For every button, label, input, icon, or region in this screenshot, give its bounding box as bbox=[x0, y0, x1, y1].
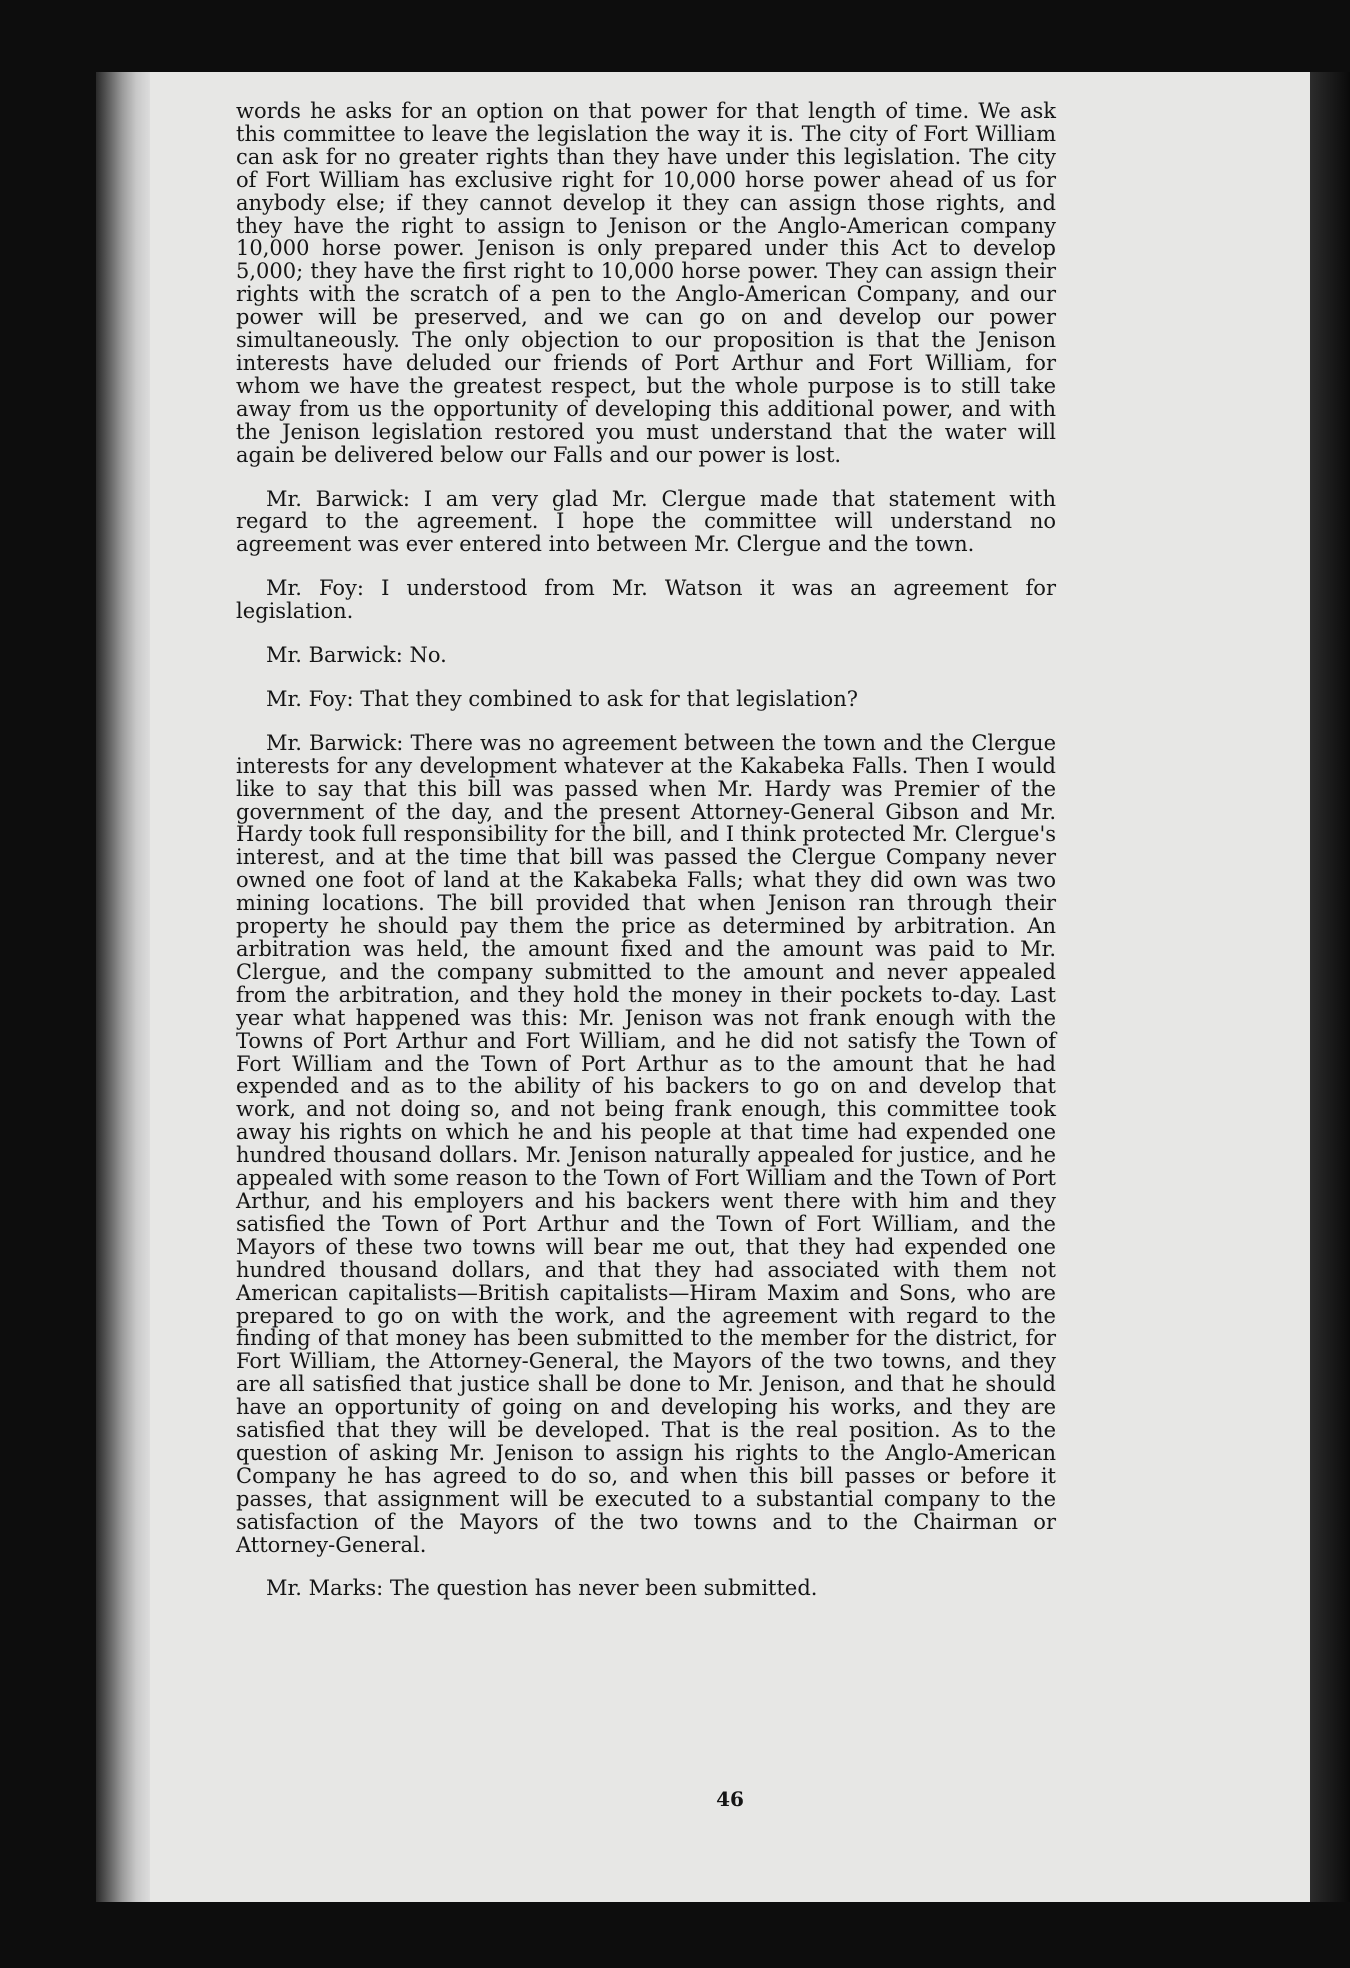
paragraph-marks-statement: Mr. Marks: The question has never been submitted. bbox=[266, 1576, 818, 1601]
paragraph-continued-speech: words he asks for an option on that power for that length of time. We ask this committee to leave the legislation the way it is. The city of Fort William can ask for no greater rights than they have under this legislation. The city of Fort William has exclusive right for 10,000 horse power ahead of us for anybody else; if they cannot develop it they can assign those rights, and they have the right to assign to Jenison or the Anglo-American company 10,000 horse power. Jenison is only prepared under this Act to develop 5,000; they have the first right to 10,000 horse power. They can assign their rights with the scratch of a pen to the Anglo-American Company, and our power will be preserved, and we can go on and develop our power simultaneously. The only objection to our proposition is that the Jenison interests have deluded our friends of Port Arthur and Fort William, for whom we have the greatest respect, but the whole purpose is to still take away from us the opportunity of developing this additional power, and with the Jenison legislation restored you must understand that the water will again be delivered below our Falls and our power is lost. bbox=[236, 99, 1056, 467]
paragraph-foy-statement: Mr. Foy: I understood from Mr. Watson it was an agreement for legislation. bbox=[236, 576, 1056, 624]
facing-page-edge bbox=[1310, 72, 1350, 1902]
page-text-block bbox=[236, 100, 1056, 1621]
paragraph-foy-question: Mr. Foy: That they combined to ask for that legislation? bbox=[266, 686, 858, 711]
paragraph-barwick-reply: Mr. Barwick: No. bbox=[266, 643, 447, 668]
paragraph-barwick-long-statement: Mr. Barwick: There was no agreement between the town and the Clergue interests for any development whatever at the Kakabeka Falls. Then I would like to say that this bill was passed when Mr. Hardy was Premier of the government of the day, and the present Attorney-General Gibson and Mr. Hardy took full responsibility for the bill, and I think protected Mr. Clergue's interest, and at the time that bill was passed the Clergue Company never owned one foot of land at the Kakabeka Falls; what they did own was two mining locations. The bill provided that when Jenison ran through their property he should pay them the price as determined by arbitration. An arbitration was held, the amount fixed and the amount was paid to Mr. Clergue, and the company submitted to the amount and never appealed from the arbitration, and they hold the money in their pockets to-day. Last year what happened was this: Mr. Jenison was not frank enough with the Towns of Port Arthur and Fort William, and he did not satisfy the Town of Fort William and the Town of Port Arthur as to the amount that he had expended and as to the ability of his backers to go on and develop that work, and not doing so, and not being frank enough, this committee took away his rights on which he and his people at that time had expended one hundred thousand dollars. Mr. Jenison naturally appealed for justice, and he appealed with some reason to the Town of Fort William and the Town of Port Arthur, and his employers and his backers went there with him and they satisfied the Town of Port Arthur and the Town of Fort William, and the Mayors of these two towns will bear me out, that they had expended one hundred thousand dollars, and that they had associated with them not American capitalists—British capitalists—Hiram Maxim and Sons, who are prepared to go on with the work, and the agreement with regard to the finding of that money has been submitted to the member for the district, for Fort William, the Attorney-General, the Mayors of the two towns, and they are all satisfied that justice shall be done to Mr. Jenison, and that he should have an opportunity of going on and developing his works, and they are satisfied that they will be developed. That is the real position. As to the question of asking Mr. Jenison to assign his rights to the Anglo-American Company he has agreed to do so, and when this bill passes or before it passes, that assignment will be executed to a substantial company to the satisfaction of the Mayors of the two towns and to the Chairman or Attorney-General. bbox=[236, 730, 1056, 1557]
page-number: 46 bbox=[716, 1787, 744, 1811]
paragraph-barwick-statement: Mr. Barwick: I am very glad Mr. Clergue made that statement with regard to the agreement. I hope the committee will understand no agreement was ever entered into between Mr. Clergue and the town. bbox=[236, 486, 1056, 557]
book-binding-gutter bbox=[96, 72, 154, 1902]
